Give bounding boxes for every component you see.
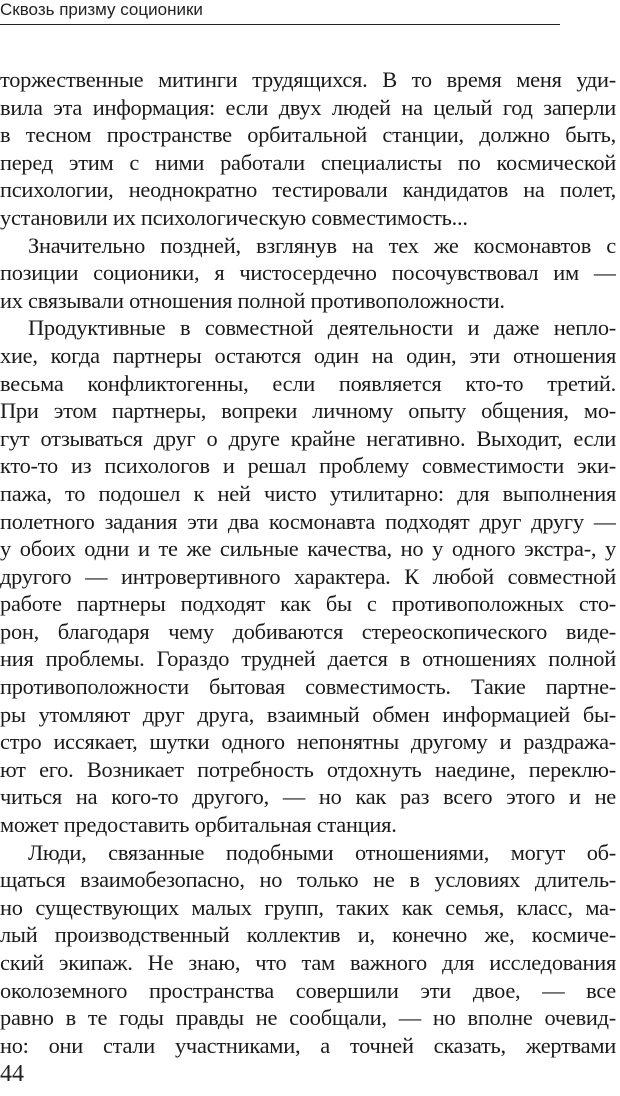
running-title: Сквозь призму соционики xyxy=(0,0,203,19)
paragraph-2 xyxy=(0,232,616,315)
text-line: ния проблемы. Гораздо трудней дается в отношениях полной xyxy=(0,646,616,672)
text-line: установили их психологическую совместимость... xyxy=(0,204,468,230)
text-line: противоположности бытовая совместимость. Такие партне- xyxy=(0,674,616,700)
text-line: рон, благодаря чему добиваются стереоскопического виде- xyxy=(0,618,616,644)
text-line: кто-то из психологов и решал проблему совместимости эки- xyxy=(0,453,616,479)
text-line: их связывали отношения полной противоположности. xyxy=(0,287,505,313)
text-line: гут отзываться друг о друге крайне негативно. Выходит, если xyxy=(0,425,616,451)
text-line: околоземного пространства совершили эти двое, — все xyxy=(0,977,616,1003)
text-line: При этом партнеры, вопреки личному опыту общения, мо- xyxy=(0,398,616,424)
text-line: работе партнеры подходят как бы с противоположных сто- xyxy=(0,591,616,617)
text-line: Люди, связанные подобными отношениями, могут об- xyxy=(28,839,616,865)
page-number: 44 xyxy=(0,1061,24,1087)
text-line: равно в те годы правды не сообщали, — но вполне очевид- xyxy=(0,1005,616,1031)
text-line: Значительно поздней, взглянув на тех же космонавтов с xyxy=(28,232,616,258)
text-line: но: они стали участниками, а точней сказать, жертвами xyxy=(0,1032,616,1058)
text-line: другого — интровертивного характера. К любой совместной xyxy=(0,563,616,589)
text-line: ют его. Возникает потребность отдохнуть наедине, переклю- xyxy=(0,756,616,782)
text-line: хие, когда партнеры остаются один на один, эти отношения xyxy=(0,342,616,368)
text-line: ры утомляют друг друга, взаимный обмен информацией бы- xyxy=(0,701,616,727)
text-line: пажа, то подошел к ней чисто утилитарно: для выполнения xyxy=(0,480,616,506)
text-line: в тесном пространстве орбитальной станции, должно быть, xyxy=(0,122,616,148)
text-line: весьма конфликтогенны, если появляется кто-то третий. xyxy=(0,370,616,396)
text-line: психологии, неоднократно тестировали кандидатов на полет, xyxy=(0,177,616,203)
text-line: Продуктивные в совместной деятельности и даже непло- xyxy=(28,315,616,341)
text-line: стро иссякает, шутки одного непонятны другому и раздража- xyxy=(0,729,616,755)
text-line: торжественные митинги трудящихся. В то время меня уди- xyxy=(0,67,616,92)
text-line: но существующих малых групп, таких как семья, класс, ма- xyxy=(0,894,616,920)
page-body xyxy=(0,66,616,1059)
text-line: может предоставить орбитальная станция. xyxy=(0,812,397,838)
text-line: лый производственный коллектив и, конечно же, космиче- xyxy=(0,922,616,948)
text-line: перед этим с ними работали специалисты по космической xyxy=(0,149,616,175)
text-line: позиции соционики, я чистосердечно посочувствовал им — xyxy=(0,260,616,286)
text-line: щаться взаимобезопасно, но только не в условиях длитель- xyxy=(0,867,616,893)
text-line: вила эта информация: если двух людей на целый год заперли xyxy=(0,94,616,120)
text-line: ский экипаж. Не знаю, что там важного для исследования xyxy=(0,950,616,975)
paragraph-4 xyxy=(0,839,616,1060)
text-line: у обоих одни и те же сильные качества, но у одного экстра-, у xyxy=(0,536,616,562)
text-line: полетного задания эти два космонавта подходят друг другу — xyxy=(0,508,616,534)
paragraph-1 xyxy=(0,66,616,232)
running-head xyxy=(0,0,560,25)
text-line: читься на кого-то другого, — но как раз всего этого и не xyxy=(0,784,616,810)
paragraph-3 xyxy=(0,314,616,838)
